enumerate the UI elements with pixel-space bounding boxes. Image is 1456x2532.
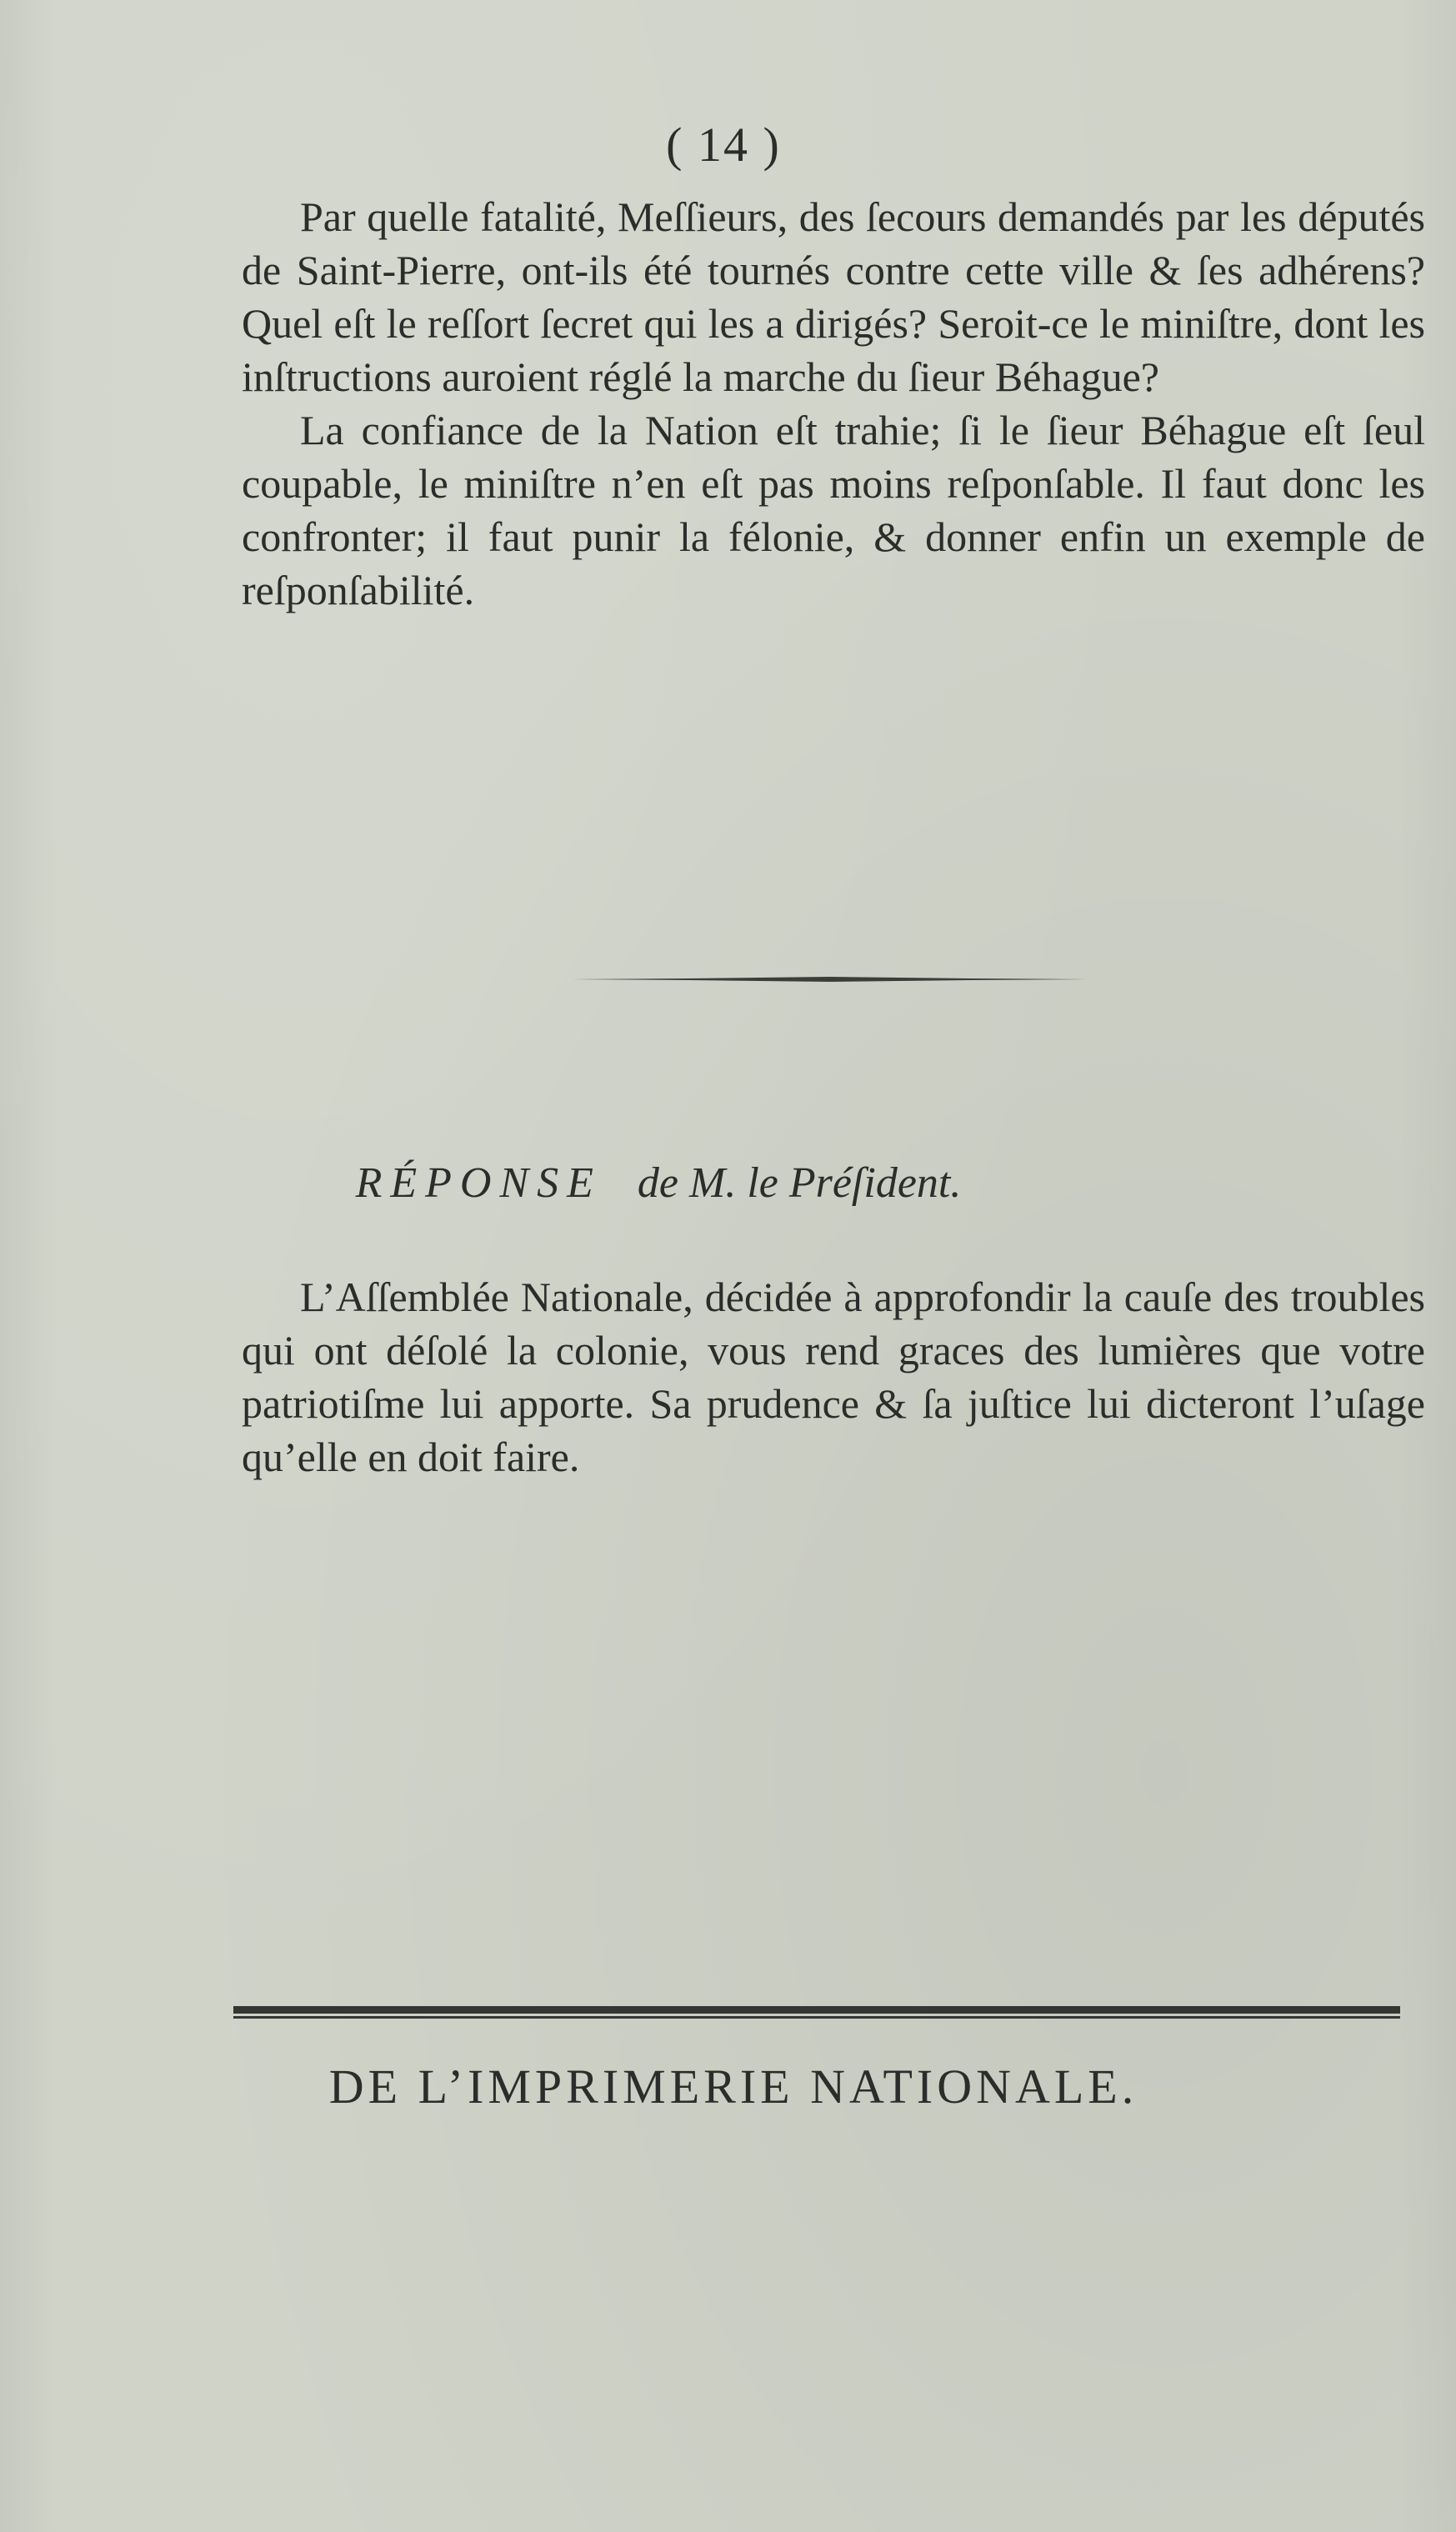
- page-number: ( 14 ): [666, 118, 781, 172]
- ornamental-rule-long: [233, 2004, 1400, 2024]
- body-text-response: [242, 1270, 1425, 1484]
- response-heading: [67, 1158, 1250, 1208]
- paragraph-response: L’Aſſemblée Nationale, décidée à approfondir la cauſe des troubles qui ont déſolé la colonie, vous rend graces des lumières que votre patriotiſme lui apporte. Sa prudence & ſa juſtice lui dicteront l’uſage qu’elle en doit faire.: [242, 1274, 1425, 1480]
- heading-rest: de M. le Préſident.: [637, 1159, 962, 1207]
- paragraph-2: La confiance de la Nation eſt trahie; ſi le ſieur Béhague eſt ſeul coupable, le miniſtre n’en eſt pas moins reſponſable. Il faut donc les confronter; il faut punir la félonie, & donner enfin un exemple de reſponſabilité.: [242, 407, 1425, 613]
- printer-imprint: DE L’IMPRIMERIE NATIONALE.: [328, 2059, 1138, 2114]
- heading-main: RÉPONSE: [355, 1159, 602, 1207]
- ornamental-rule-short: [571, 975, 1088, 983]
- paragraph-1: Par quelle fatalité, Meſſieurs, des ſecours demandés par les députés de Saint-Pierre, ont-ils été tournés contre cette ville & ſes adhérens? Quel eſt le reſſort ſecret qui les a dirigés? Seroit-ce le miniſtre, dont les inſtructions auroient réglé la marche du ſieur Béhague?: [242, 193, 1425, 400]
- body-text-top: [242, 190, 1425, 617]
